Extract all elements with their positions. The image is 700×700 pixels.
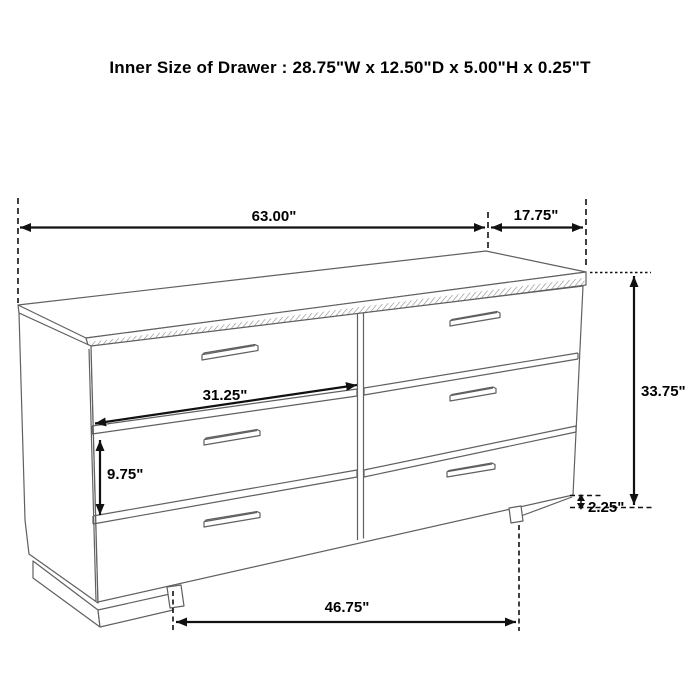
dresser-side-panel xyxy=(19,313,98,603)
leg-spacing-label: 46.75" xyxy=(324,599,370,616)
base-height-label: 2.25" xyxy=(588,499,625,516)
front-right-leg xyxy=(509,506,523,523)
dresser-illustration xyxy=(18,251,586,627)
front-left-leg xyxy=(167,585,184,608)
overall-width-label: 63.00" xyxy=(251,208,297,225)
drawer-width-label: 31.25" xyxy=(202,387,248,404)
depth-label: 17.75" xyxy=(513,207,559,224)
inner-drawer-size-title: Inner Size of Drawer : 28.75"W x 12.50"D x 5.00"H x 0.25"T xyxy=(109,58,591,77)
overall-height-label: 33.75" xyxy=(641,383,686,400)
drawer-height-label: 9.75" xyxy=(107,466,144,483)
